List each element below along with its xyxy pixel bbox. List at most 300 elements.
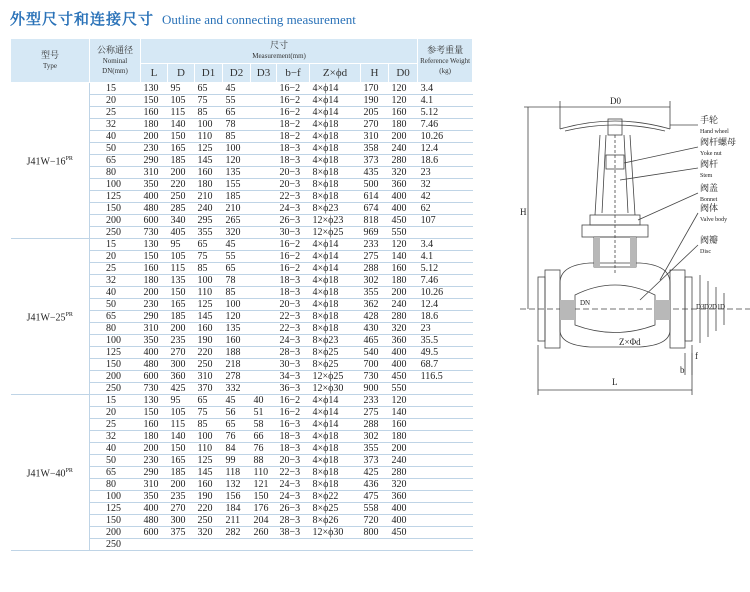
cell-bf: 22−3 [277,467,310,479]
cell-weight: 12.4 [418,299,473,311]
cell-bf: 20−3 [277,167,310,179]
cell-L: 130 [141,395,168,407]
cell-weight: 62 [418,203,473,215]
cell-H: 233 [361,395,389,407]
dn-header: 公称通径 Nominal DN(mm) [90,39,141,83]
cell-bf: 34−3 [277,371,310,383]
cell-dn: 125 [90,191,141,203]
cell-bf: 30−3 [277,227,310,239]
cell-zd: 4×ϕ14 [310,251,361,263]
cell-D3 [251,191,277,203]
cell-bf: 18−3 [277,287,310,299]
cell-dn: 25 [90,419,141,431]
type-label: J41W−16 [26,156,66,168]
cell-zd: 8×ϕ18 [310,467,361,479]
cell-weight [418,503,473,515]
cell-H: 500 [361,179,389,191]
cell-D: 135 [168,275,195,287]
cell-zd: 4×ϕ18 [310,155,361,167]
cell-L: 600 [141,527,168,539]
cell-D: 165 [168,299,195,311]
cell-D: 270 [168,503,195,515]
cell-weight: 68.7 [418,359,473,371]
cell-weight [418,539,473,551]
cell-bf: 30−3 [277,359,310,371]
cell-D: 95 [168,83,195,95]
cell-dn: 200 [90,371,141,383]
cell-weight: 42 [418,191,473,203]
cell-weight: 4.1 [418,95,473,107]
cell-weight [418,479,473,491]
cell-D1: 370 [195,383,223,395]
cell-H: 900 [361,383,389,395]
cell-D2: 185 [223,191,251,203]
cell-D0: 360 [389,179,418,191]
cell-D3 [251,323,277,335]
cell-bf: 20−3 [277,455,310,467]
cell-D3: 88 [251,455,277,467]
label-stem-en: Stem [700,173,713,179]
cell-D0: 550 [389,383,418,395]
cell-D1: 160 [195,479,223,491]
cell-H: 430 [361,323,389,335]
cell-weight: 116.5 [418,371,473,383]
dimension-table [10,38,473,551]
cell-D1: 75 [195,95,223,107]
cell-dn: 125 [90,503,141,515]
col-D: D [168,64,195,83]
cell-zd: 4×ϕ18 [310,455,361,467]
label-disc-cn: 阀瓣 [700,236,719,246]
cell-zd: 4×ϕ18 [310,143,361,155]
cell-D1: 85 [195,263,223,275]
cell-D3: 260 [251,527,277,539]
cell-zd: 12×ϕ25 [310,371,361,383]
cell-D3 [251,227,277,239]
cell-D: 360 [168,371,195,383]
cell-D1: 65 [195,239,223,251]
cell-D2: 78 [223,119,251,131]
cell-D0: 320 [389,323,418,335]
cell-D3: 176 [251,503,277,515]
cell-L: 200 [141,287,168,299]
cell-H: 190 [361,95,389,107]
cell-weight [418,467,473,479]
cell-zd: 4×ϕ18 [310,431,361,443]
cell-L: 180 [141,119,168,131]
cell-zd: 4×ϕ18 [310,131,361,143]
cell-weight [418,431,473,443]
cell-zd: 8×ϕ18 [310,179,361,191]
cell-weight: 5.12 [418,263,473,275]
label-d2: D2 [704,303,713,311]
cell-D0: 400 [389,191,418,203]
cell-zd: 8×ϕ25 [310,359,361,371]
cell-D1: 65 [195,395,223,407]
cell-dn: 250 [90,383,141,395]
label-d3: D3 [696,303,705,311]
type-suffix: PR [65,311,73,318]
cell-D1: 250 [195,515,223,527]
cell-D2: 120 [223,311,251,323]
cell-D0: 180 [389,275,418,287]
cell-L: 230 [141,455,168,467]
cell-D1: 320 [195,527,223,539]
cell-L: 730 [141,227,168,239]
cell-D0: 200 [389,287,418,299]
cell-D1: 110 [195,131,223,143]
cell-dn: 50 [90,455,141,467]
cell-dn: 40 [90,443,141,455]
page-title [10,8,356,30]
cell-D0: 180 [389,431,418,443]
cell-dn: 15 [90,239,141,251]
cell-weight: 3.4 [418,239,473,251]
cell-H: 302 [361,275,389,287]
cell-D: 185 [168,311,195,323]
cell-dn: 15 [90,395,141,407]
cell-L: 150 [141,407,168,419]
label-dn: DN [580,299,591,307]
cell-D0: 160 [389,419,418,431]
type-label: J41W−40 [26,468,66,480]
cell-D0: 450 [389,215,418,227]
cell-D2: 211 [223,515,251,527]
cell-D: 235 [168,335,195,347]
cell-D0: 550 [389,227,418,239]
cell-weight [418,443,473,455]
cell-L: 480 [141,359,168,371]
cell-dn: 65 [90,467,141,479]
cell-zd: 4×ϕ18 [310,275,361,287]
cell-D0: 280 [389,155,418,167]
cell-dn: 65 [90,311,141,323]
cell-D2: 132 [223,479,251,491]
cell-zd: 8×ϕ23 [310,203,361,215]
label-yoke-en: Yoke nut [700,151,722,157]
cell-bf: 18−3 [277,275,310,287]
cell-D3: 150 [251,491,277,503]
cell-D1: 190 [195,491,223,503]
cell-H: 170 [361,83,389,95]
cell-L: 600 [141,215,168,227]
label-f: f [695,351,698,361]
cell-bf: 28−3 [277,515,310,527]
label-body-cn: 阀体 [700,204,719,214]
cell-D2: 218 [223,359,251,371]
cell-bf: 26−3 [277,215,310,227]
cell-D0: 450 [389,527,418,539]
cell-bf: 26−3 [277,503,310,515]
cell-D3 [251,299,277,311]
cell-weight: 23 [418,323,473,335]
cell-D: 115 [168,263,195,275]
cell-L: 130 [141,239,168,251]
col-H: H [361,64,389,83]
cell-H: 288 [361,263,389,275]
cell-D3 [251,155,277,167]
cell-H: 614 [361,191,389,203]
cell-weight: 12.4 [418,143,473,155]
cell-D3: 66 [251,431,277,443]
cell-bf: 38−3 [277,527,310,539]
cell-D1: 75 [195,251,223,263]
cell-L: 480 [141,515,168,527]
cell-D1 [195,539,223,551]
cell-bf: 16−2 [277,83,310,95]
cell-D1: 110 [195,287,223,299]
cell-bf: 22−3 [277,191,310,203]
type-suffix: PR [65,155,73,162]
cell-D0: 200 [389,131,418,143]
cell-D1: 160 [195,323,223,335]
cell-D: 105 [168,407,195,419]
cell-D3 [251,539,277,551]
cell-H: 310 [361,131,389,143]
cell-D2: 85 [223,287,251,299]
cell-H: 475 [361,491,389,503]
cell-H: 275 [361,251,389,263]
cell-D0: 400 [389,203,418,215]
cell-D3 [251,275,277,287]
cell-D0: 400 [389,347,418,359]
type-cell [11,83,90,239]
cell-H: 435 [361,167,389,179]
cell-H: 700 [361,359,389,371]
cell-D: 115 [168,107,195,119]
cell-weight [418,227,473,239]
cell-zd: 4×ϕ14 [310,407,361,419]
valve-diagram [520,95,750,425]
cell-D: 235 [168,491,195,503]
cell-H: 270 [361,119,389,131]
cell-weight: 10.26 [418,287,473,299]
cell-D: 105 [168,95,195,107]
weight-header: 参考重量 Reference Weight (kg) [418,39,473,83]
label-h: H [520,207,527,217]
col-zd: Z×ϕd [310,64,361,83]
cell-L: 310 [141,167,168,179]
cell-zd: 4×ϕ18 [310,119,361,131]
col-L: L [141,64,168,83]
cell-D2: 120 [223,155,251,167]
cell-D3: 76 [251,443,277,455]
cell-dn: 50 [90,299,141,311]
cell-D0: 140 [389,251,418,263]
cell-D: 200 [168,323,195,335]
cell-L [141,539,168,551]
cell-bf: 18−3 [277,431,310,443]
cell-weight: 10.26 [418,131,473,143]
cell-L: 150 [141,251,168,263]
cell-D: 140 [168,431,195,443]
cell-bf: 24−3 [277,203,310,215]
cell-L: 290 [141,467,168,479]
cell-dn: 250 [90,539,141,551]
cell-H: 355 [361,287,389,299]
cell-D: 185 [168,467,195,479]
cell-zd: 4×ϕ18 [310,299,361,311]
cell-D1: 85 [195,419,223,431]
cell-D2: 55 [223,251,251,263]
cell-D1: 210 [195,191,223,203]
cell-L: 230 [141,143,168,155]
cell-D1: 250 [195,359,223,371]
cell-H: 428 [361,311,389,323]
cell-H: 558 [361,503,389,515]
cell-D0: 400 [389,515,418,527]
cell-bf: 16−2 [277,239,310,251]
cell-D: 270 [168,347,195,359]
cell-D: 405 [168,227,195,239]
cell-D1: 295 [195,215,223,227]
cell-L: 350 [141,179,168,191]
cell-dn: 32 [90,119,141,131]
cell-D2: 56 [223,407,251,419]
cell-H: 720 [361,515,389,527]
cell-D2: 65 [223,107,251,119]
cell-H: 288 [361,419,389,431]
cell-D0: 200 [389,443,418,455]
cell-D3 [251,347,277,359]
cell-D3 [251,203,277,215]
cell-D: 95 [168,239,195,251]
cell-dn: 80 [90,167,141,179]
cell-weight: 32 [418,179,473,191]
cell-D3 [251,179,277,191]
cell-D2: 160 [223,335,251,347]
cell-D: 340 [168,215,195,227]
cell-dn: 20 [90,95,141,107]
cell-D2: 84 [223,443,251,455]
cell-D0: 120 [389,83,418,95]
cell-L: 730 [141,383,168,395]
cell-D3: 58 [251,419,277,431]
col-D1: D1 [195,64,223,83]
cell-D2: 55 [223,95,251,107]
cell-D1: 100 [195,275,223,287]
cell-H: 969 [361,227,389,239]
cell-D2: 135 [223,323,251,335]
cell-weight [418,383,473,395]
cell-dn: 20 [90,251,141,263]
cell-H: 436 [361,479,389,491]
cell-D2: 188 [223,347,251,359]
cell-L: 400 [141,191,168,203]
cell-D1: 125 [195,455,223,467]
cell-D0: 160 [389,263,418,275]
cell-bf: 22−3 [277,323,310,335]
table-row [11,395,473,407]
cell-zd: 12×ϕ30 [310,383,361,395]
type-label: J41W−25 [26,312,66,324]
cell-D1: 145 [195,467,223,479]
cell-zd: 4×ϕ14 [310,107,361,119]
cell-bf: 20−3 [277,299,310,311]
cell-D3: 110 [251,467,277,479]
cell-D0: 280 [389,311,418,323]
cell-dn: 100 [90,179,141,191]
cell-bf: 24−3 [277,335,310,347]
label-bonnet-cn: 阀盖 [700,184,719,194]
cell-weight: 5.12 [418,107,473,119]
cell-zd: 8×ϕ18 [310,479,361,491]
cell-D [168,539,195,551]
label-bonnet-en: Bonnet [700,197,718,203]
cell-D0: 160 [389,107,418,119]
measurement-header: 尺寸 Measurement(mm) [141,39,418,64]
cell-dn: 20 [90,407,141,419]
cell-dn: 40 [90,131,141,143]
cell-dn: 100 [90,491,141,503]
cell-zd: 4×ϕ14 [310,263,361,275]
cell-dn: 200 [90,215,141,227]
cell-D0: 400 [389,503,418,515]
cell-dn: 200 [90,527,141,539]
cell-L: 180 [141,431,168,443]
cell-L: 160 [141,107,168,119]
cell-D2: 265 [223,215,251,227]
cell-D2: 85 [223,131,251,143]
cell-bf: 22−3 [277,311,310,323]
cell-zd: 8×ϕ18 [310,311,361,323]
cell-L: 400 [141,347,168,359]
col-D2: D2 [223,64,251,83]
cell-L: 290 [141,311,168,323]
cell-L: 480 [141,203,168,215]
cell-D0: 280 [389,467,418,479]
cell-D: 300 [168,515,195,527]
cell-D3: 121 [251,479,277,491]
cell-D3: 204 [251,515,277,527]
cell-D0: 120 [389,395,418,407]
cell-D3 [251,95,277,107]
cell-D: 200 [168,479,195,491]
cell-D: 200 [168,167,195,179]
cell-H: 425 [361,467,389,479]
cell-bf: 16−2 [277,263,310,275]
cell-D2: 100 [223,143,251,155]
cell-bf: 16−2 [277,95,310,107]
cell-dn: 50 [90,143,141,155]
label-d: D [720,303,726,311]
cell-L: 150 [141,95,168,107]
cell-D3 [251,107,277,119]
cell-D2: 282 [223,527,251,539]
cell-D1: 125 [195,299,223,311]
cell-D2: 99 [223,455,251,467]
cell-D0: 240 [389,299,418,311]
cell-bf: 16−3 [277,419,310,431]
cell-D3 [251,383,277,395]
cell-dn: 150 [90,515,141,527]
cell-L: 310 [141,479,168,491]
cell-zd: 4×ϕ18 [310,287,361,299]
cell-weight [418,407,473,419]
cell-zd: 8×ϕ18 [310,167,361,179]
cell-D2: 100 [223,299,251,311]
cell-D3 [251,287,277,299]
cell-weight: 18.6 [418,155,473,167]
cell-zd [310,539,361,551]
cell-D0: 120 [389,95,418,107]
cell-zd: 4×ϕ18 [310,443,361,455]
cell-H [361,539,389,551]
cell-D2: 332 [223,383,251,395]
cell-D: 220 [168,179,195,191]
cell-D1: 240 [195,203,223,215]
cell-zd: 4×ϕ14 [310,239,361,251]
